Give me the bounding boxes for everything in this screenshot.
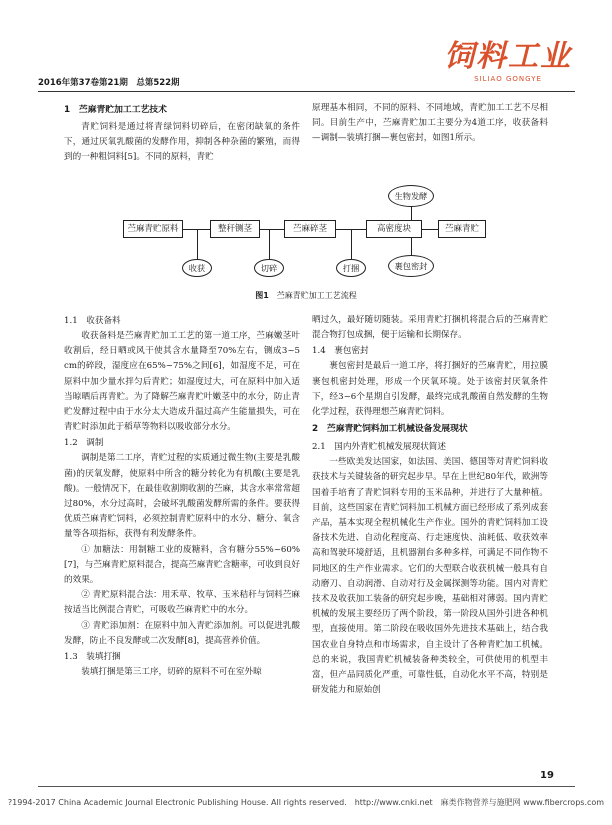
left-column-top [64, 101, 300, 166]
subsection-heading: 1.1 收获备料 [64, 316, 121, 326]
paragraph: 晒过久，最好随切随装。采用青贮打捆机将混合后的苎麻青贮混合物打包成捆，便于运输和长期保存。 [312, 315, 548, 341]
figure-label: 图1 [255, 291, 269, 300]
figure-caption [0, 290, 612, 301]
right-column-main [312, 313, 548, 698]
subsection-heading: 2.1 国内外青贮机械发展现状简述 [312, 442, 446, 453]
paragraph: 调制是第二工序，青贮过程的实质通过微生物(主要是乳酸菌)的厌氧发酵，使原料中所含的糖分转化为有机酸(主要是乳酸)。一般情况下，在最佳收割期收割的苎麻，其含水率常常超过80%，水分过高时，会破坏乳酸菌发酵所需的条件。要获得优质苎麻青贮饲料，必须控制青贮原料中的水分、糖分、氧含量等各项指标，获得有利发酵条件。 [64, 453, 300, 540]
flow-box-silage: 苎麻青贮 [438, 220, 486, 238]
journal-logo-text: 饲料工业 [444, 39, 572, 74]
process-flow-figure [118, 185, 498, 305]
paragraph: 裹包密封是最后一道工序，将打捆好的苎麻青贮，用拉膜裹包机密封处理，形成一个厌氧环境。处于该密封厌氧条件下，经3~6个星期自引发酵，最终完成乳酸菌自然发酵的生物化学过程，获得理想苎麻青贮饲料。 [312, 361, 548, 418]
paragraph: 青贮饲料是通过将青绿饲料切碎后，在密闭缺氧的条件下，通过厌氧乳酸菌的发酵作用，抑制各种杂菌的繁殖，而得到的一种粗饲料[5]。不同的原料，青贮 [64, 122, 300, 163]
left-column-main [64, 313, 300, 680]
right-column-top [312, 101, 548, 147]
subsection-heading: 1.2 调制 [64, 438, 104, 449]
header-rule [38, 91, 575, 92]
paragraph: ② 青贮原料混合法：用禾草、牧草、玉米秸秆与饲料苎麻按适当比例混合青贮，可吸收苎麻青贮中的水分。 [64, 590, 300, 616]
paragraph: 装填打捆是第三工序，切碎的原料不可在室外晾 [81, 667, 262, 678]
footer-rule [38, 786, 575, 787]
flow-box-chopped-stems: 苎麻碎茎 [284, 220, 336, 238]
section-heading: 1 苎麻青贮加工工艺技术 [64, 105, 167, 115]
flow-step-wrap-seal: 裹包密封 [388, 255, 434, 277]
flow-box-raw-material: 苎麻青贮原料 [123, 220, 183, 238]
flow-step-harvest: 收获 [182, 259, 212, 277]
flow-box-high-density-block: 高密度块 [366, 220, 422, 238]
flow-step-fermentation: 生物发酵 [388, 185, 434, 207]
paragraph: ① 加糖法：用制糖工业的废糖料，含有糖分55%~60%[7]，与苎麻青贮原料混合，提高苎麻青贮含糖率，可收到良好的效果。 [64, 544, 300, 586]
journal-logo-pinyin: SILIAO GONGYE [474, 75, 542, 83]
paragraph: 收获备料是苎麻青贮加工工艺的第一道工序，苎麻嫩茎叶收割后，经日晒或风干使其含水量降至70%左右，铡成3~5 cm的碎段，湿度应在65%~75%之间[6]，如湿度不足，可在原料中加少量水拌匀后青贮；如湿度过大，可在原料中加入适当晾晒后再青贮。为了降解苎麻青贮叶嫩茎中的水分，防止青贮发酵过程中由于水分太大造成升温过高产生能量损失，可在青贮时添加此于稻草等物料以吸收部分水分。 [64, 331, 300, 433]
journal-brand [444, 39, 572, 83]
subsection-heading: 1.3 装填打捆 [64, 652, 121, 663]
paragraph: 原理基本相同，不同的原料、不同地域，青贮加工工艺不尽相同。目前生产中，苎麻青贮加工主要分为4道工序，收获备料—调制—装填打捆—裹包密封，如图1所示。 [312, 103, 548, 144]
copyright-footer: ?1994-2017 China Academic Journal Electronic Publishing House. All rights reserved. http://www.cnki.net 麻类作物营养与施肥网 www.fibercrops.com [7, 798, 605, 807]
flow-step-cut: 切碎 [254, 259, 284, 277]
subsection-heading: 1.4 裹包密封 [312, 346, 369, 357]
issue-header: 2016年第37卷第21期 总第522期 [38, 78, 180, 88]
section-heading: 2 苎麻青贮饲料加工机械设备发展现状 [312, 424, 468, 435]
figure-title: 苎麻青贮加工工艺流程 [276, 291, 357, 300]
flow-box-chopping: 整秆铡茎 [210, 220, 260, 238]
paragraph: 一些欧美发达国家，如法国、美国、德国等对青贮饲料收获技术与关键装备的研究起步早。早在上世纪80年代，欧洲等国着手培育了青贮饲料专用的玉米品种，并进行了大量种植。目前，这些国家在青贮饲料加工机械方面已经形成了系列成套产品，基本实现全程机械化生产作业。国外的青贮饲料加工设备技术先进、自动化程度高、行走速度快、油耗低、收获效率高和驾驶环境舒适，且机器割台多种多样，可满足不同作物不同地区的生产作业需求。它们的大型联合收获机械一般具有自动磨刀、自动润滑、自动对行及金属探测等功能。国内对青贮技术及收获加工装备的研究起步晚，基础相对薄弱。国内青贮机械的发展主要经历了两个阶段，第一阶段从国外引进各种机型，直接使用。第二阶段在吸收国外先进技术基础上，结合我国农业自身特点和市场需求，自主设计了各种青贮加工机械。总的来说，我国青贮机械装备种类较全，可供使用的机型丰富，但产品同质化严重，可靠性低，自动化水平不高，特别是研发能力和原始创 [312, 457, 548, 696]
paragraph: ③ 青贮添加剂：在原料中加入青贮添加剂。可以促进乳酸发酵，防止不良发酵或二次发酵[8]，提高营养价值。 [64, 620, 300, 646]
page-number: 19 [540, 770, 554, 781]
flow-step-bale: 打捆 [336, 259, 366, 277]
